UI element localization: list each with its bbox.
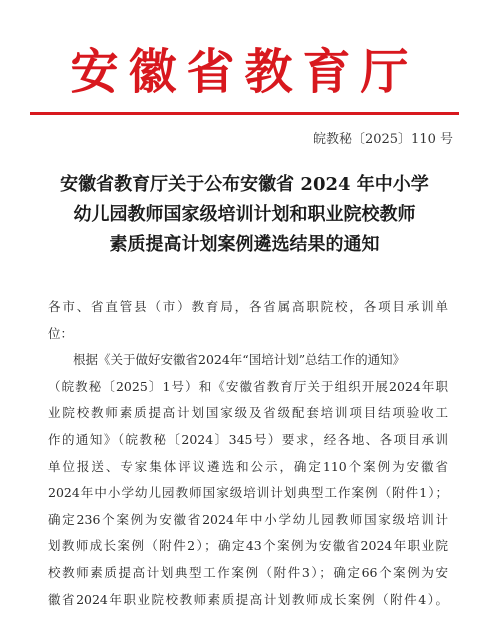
body-line: 业院校教师素质提高计划国家级及省级配套培训项目结项验收工: [48, 405, 448, 421]
document-title: [40, 170, 449, 260]
body-line: （皖教秘〔2025〕1号）和《安徽省教育厅关于组织开展2024年职: [48, 378, 448, 394]
agency-masthead: 安徽省教育厅: [70, 44, 419, 100]
masthead-red-rule: [30, 112, 459, 115]
title-line: 安徽省教育厅关于公布安徽省 2024 年中小学: [60, 174, 429, 195]
body-line: 作的通知》（皖教秘〔2024〕345号）要求，经各地、各项目承训: [48, 431, 448, 447]
salutation-line: 位：: [48, 325, 74, 341]
body-line: 确定236个案例为安徽省2024年中小学幼儿园教师国家级培训计: [48, 511, 448, 527]
document-number: 皖教秘〔2025〕110 号: [312, 132, 453, 147]
title-line: 素质提高计划案例遴选结果的通知: [109, 234, 380, 255]
body-line: 校教师素质提高计划典型工作案例（附件3）；确定66个案例为安: [48, 564, 448, 580]
body-line: 2024年中小学幼儿园教师国家级培训计划典型工作案例（附件1）；: [48, 485, 448, 501]
body-line: 根据《关于做好安徽省2024年“国培计划”总结工作的通知》: [73, 352, 406, 368]
title-line: 幼儿园教师国家级培训计划和职业院校教师: [73, 204, 416, 225]
document-body: [48, 294, 448, 613]
body-line: 划教师成长案例（附件2）；确定43个案例为安徽省2024年职业院: [48, 538, 448, 554]
body-line: 徽省2024年职业院校教师素质提高计划教师成长案例（附件4）。: [48, 591, 448, 607]
salutation-line: 各市、省直管县（市）教育局，各省属高职院校，各项目承训单: [48, 299, 448, 314]
body-line: 单位报送、专家集体评议遴选和公示，确定110个案例为安徽省: [48, 458, 448, 474]
